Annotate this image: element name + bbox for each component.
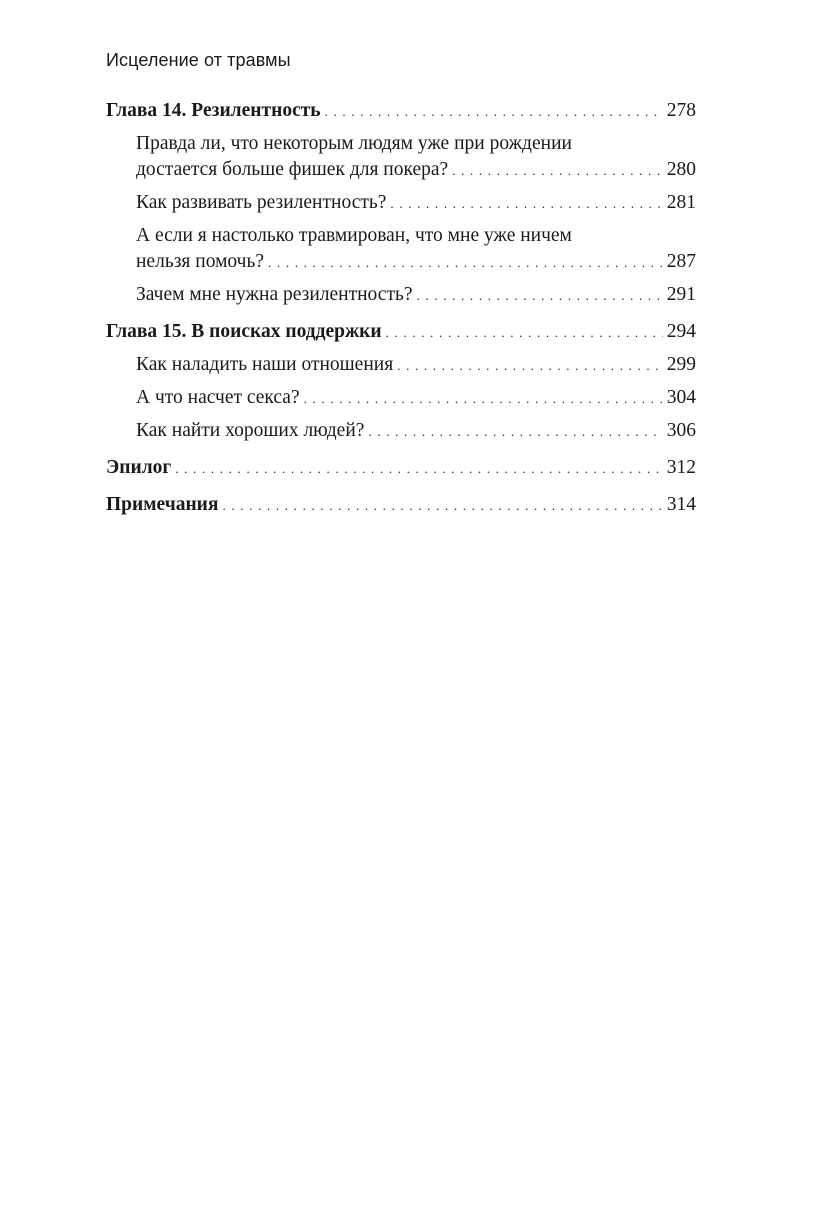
toc-subsection-title: Зачем мне нужна резилентность? bbox=[136, 284, 413, 305]
table-of-contents bbox=[106, 98, 696, 519]
toc-dot-leader bbox=[368, 419, 662, 445]
toc-dot-leader bbox=[325, 99, 663, 125]
toc-subsection-title-line: Правда ли, что некоторым людям уже при рождении bbox=[136, 133, 572, 154]
toc-page-number: 294 bbox=[666, 321, 696, 342]
toc-chapter-line bbox=[106, 98, 696, 125]
toc-page-number: 306 bbox=[666, 420, 696, 441]
toc-page-number: 291 bbox=[666, 284, 696, 305]
toc-subsection bbox=[136, 282, 696, 309]
toc-subsection-line bbox=[136, 190, 696, 217]
toc-subsection-line bbox=[136, 157, 696, 184]
toc-dot-leader bbox=[304, 386, 663, 412]
running-head: Исцеление от травмы bbox=[106, 50, 291, 70]
toc-subsection-line bbox=[136, 385, 696, 412]
toc-subsection bbox=[136, 131, 696, 184]
toc-chapter-title: Эпилог bbox=[106, 457, 172, 478]
toc-subsection-title: А что насчет секса? bbox=[136, 387, 300, 408]
toc-subsection bbox=[136, 418, 696, 445]
toc-subsection-title: Как развивать резилентность? bbox=[136, 192, 387, 213]
toc-subsection-line bbox=[136, 282, 696, 309]
toc-page-number: 304 bbox=[666, 387, 696, 408]
toc-dot-leader bbox=[268, 250, 663, 276]
toc-subsection-title: Как найти хороших людей? bbox=[136, 420, 365, 441]
toc-page-number: 278 bbox=[666, 100, 696, 121]
toc-dot-leader bbox=[452, 158, 663, 184]
toc-subsection-line bbox=[136, 418, 696, 445]
toc-chapter bbox=[106, 319, 696, 445]
toc-subsection-title: Как наладить наши отношения bbox=[136, 354, 394, 375]
toc-chapter-title: Примечания bbox=[106, 494, 219, 515]
toc-page-number: 281 bbox=[666, 192, 696, 213]
toc-dot-leader bbox=[222, 493, 662, 519]
toc-page-number: 314 bbox=[666, 494, 696, 515]
toc-chapter-line bbox=[106, 492, 696, 519]
toc-dot-leader bbox=[175, 456, 663, 482]
toc-dot-leader bbox=[390, 191, 662, 217]
toc-subsection bbox=[136, 223, 696, 276]
toc-chapter-line bbox=[106, 319, 696, 346]
toc-page-number: 299 bbox=[666, 354, 696, 375]
toc-dot-leader bbox=[417, 283, 663, 309]
toc-chapter bbox=[106, 455, 696, 482]
toc-chapter bbox=[106, 98, 696, 309]
toc-subsection bbox=[136, 352, 696, 379]
toc-page-number: 280 bbox=[666, 159, 696, 180]
toc-page-number: 287 bbox=[666, 251, 696, 272]
toc-chapter bbox=[106, 492, 696, 519]
toc-subsection-title-line: А если я настолько травмирован, что мне уже ничем bbox=[136, 225, 572, 246]
toc-subsection-title: достается больше фишек для покера? bbox=[136, 159, 449, 180]
toc-subsection bbox=[136, 190, 696, 217]
toc-dot-leader bbox=[386, 320, 663, 346]
toc-subsection bbox=[136, 385, 696, 412]
toc-subsection-line bbox=[136, 249, 696, 276]
toc-chapter-line bbox=[106, 455, 696, 482]
toc-chapter-title: Глава 14. Резилентность bbox=[106, 100, 321, 121]
toc-subsection-line bbox=[136, 352, 696, 379]
toc-chapter-title: Глава 15. В поисках поддержки bbox=[106, 321, 382, 342]
toc-dot-leader bbox=[397, 353, 663, 379]
toc-subsection-title: нельзя помочь? bbox=[136, 251, 265, 272]
toc-page-number: 312 bbox=[666, 457, 696, 478]
